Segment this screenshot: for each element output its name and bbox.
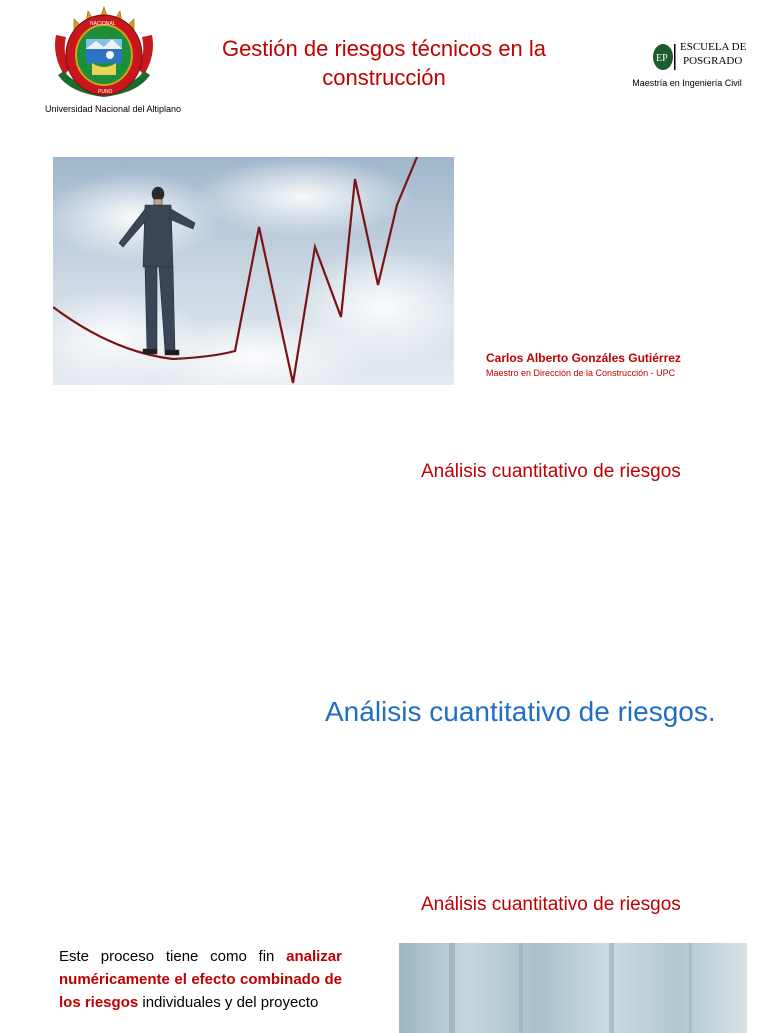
course-title-line1: Gestión de riesgos técnicos en la [221, 36, 547, 61]
svg-text:EP: EP [656, 53, 668, 64]
author-name: Carlos Alberto Gonzáles Gutiérrez [486, 351, 681, 365]
school-logo [652, 38, 748, 74]
school-emblem-icon [652, 42, 678, 72]
para-prefix: Este proceso tiene como fin [59, 948, 287, 965]
section-image [399, 943, 747, 1033]
program-name: Maestría en Ingeniería Civil [632, 78, 742, 88]
svg-text:NACIONAL: NACIONAL [90, 21, 116, 27]
para-highlight: analizar numéricamente el efecto combinado de los riesgos [59, 948, 342, 1011]
school-name-line1: ESCUELA DE [680, 41, 747, 53]
university-logo [50, 5, 158, 101]
hero-image [53, 157, 454, 385]
slide-heading: Análisis cuantitativo de riesgos. [325, 696, 716, 727]
section-title-2: Análisis cuantitativo de riesgos [421, 894, 681, 915]
author-role: Maestro en Dirección de la Construcción - UPC [486, 368, 676, 378]
para-suffix: individuales y del proyecto [138, 994, 319, 1011]
section-title: Análisis cuantitativo de riesgos [421, 461, 681, 482]
university-name: Universidad Nacional del Altiplano [44, 104, 182, 114]
course-title-line2: construcción [322, 65, 446, 90]
body-paragraph [59, 945, 342, 1014]
svg-text:PUNO: PUNO [98, 89, 113, 95]
school-name-line2: POSGRADO [683, 55, 743, 67]
course-title [196, 34, 572, 92]
